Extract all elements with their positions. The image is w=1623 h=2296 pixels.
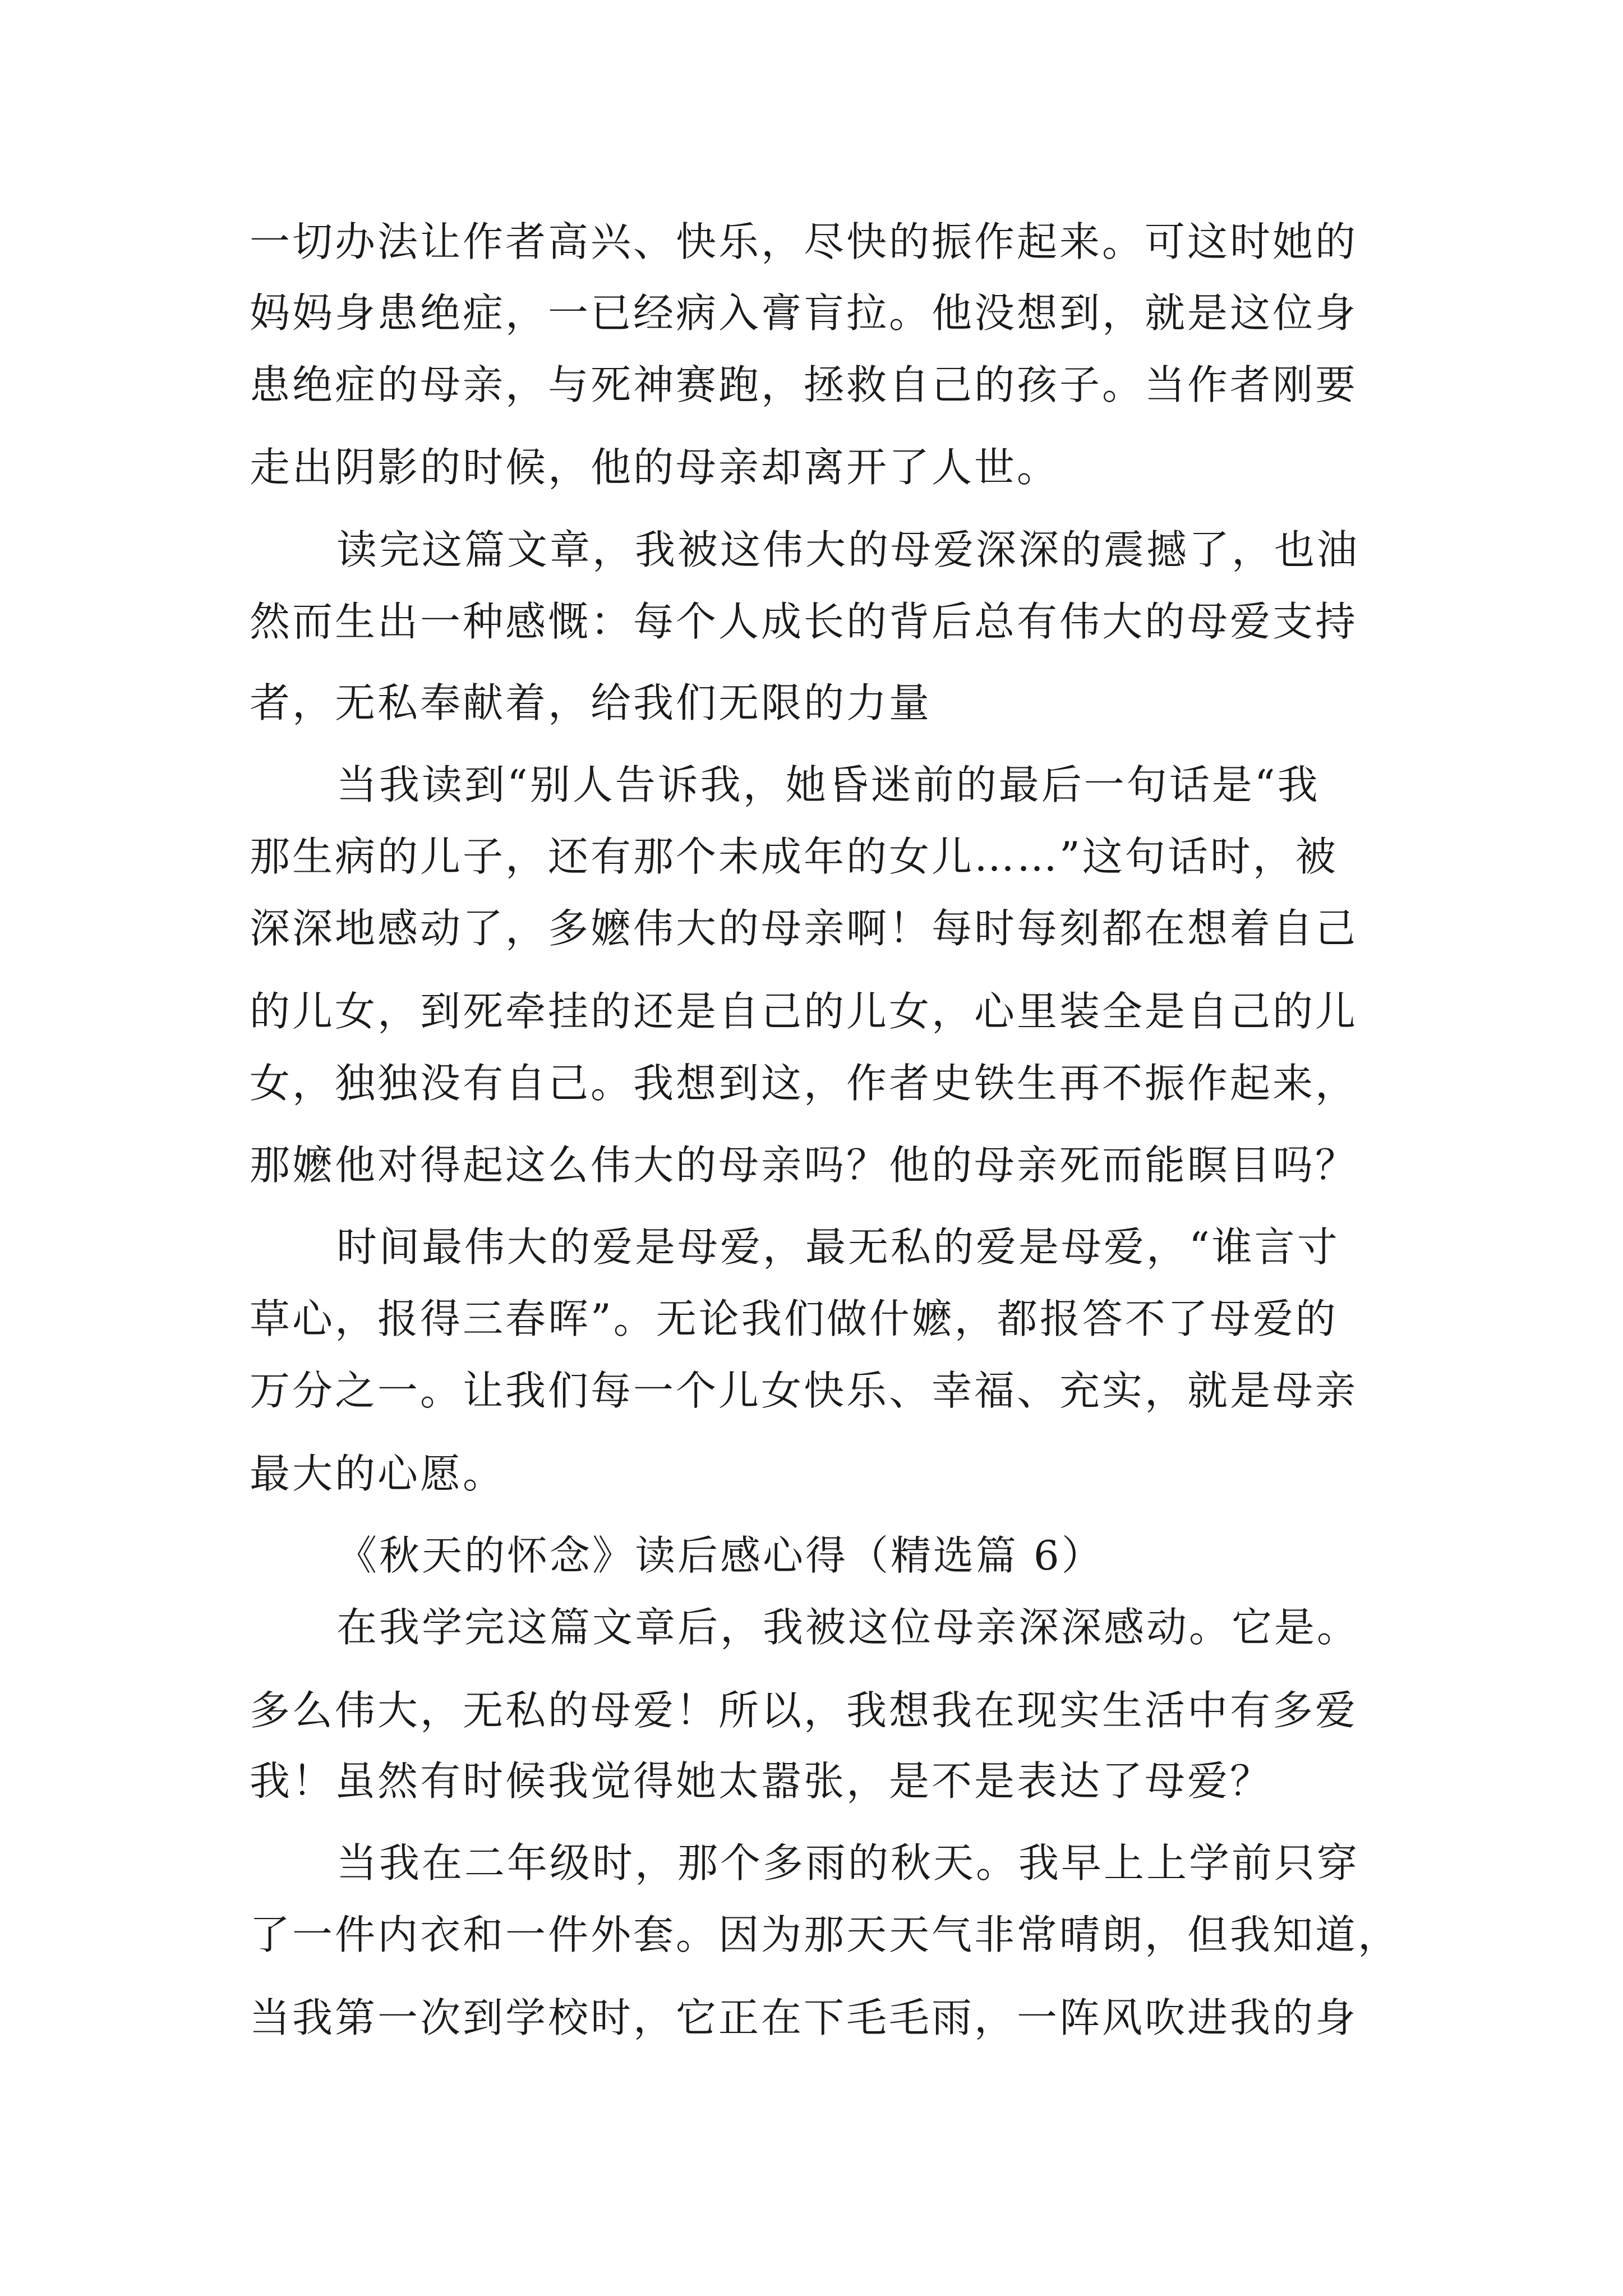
paragraph-line: 我！虽然有时候我觉得她太嚣张，是不是表达了母爱？ [250, 1757, 1273, 1805]
paragraph-line: 者，无私奉献着，给我们无限的力量 [250, 679, 932, 726]
paragraph-line: 万分之一。让我们每一个儿女快乐、幸福、充实，就是母亲 [250, 1367, 1358, 1414]
paragraph-line: 走出阴影的时候，他的母亲却离开了人世。 [250, 444, 1060, 491]
paragraph-line: 那嬷他对得起这么伟大的母亲吗？他的母亲死而能瞑目吗？ [250, 1142, 1358, 1189]
paragraph-line: 然而生出一种感慨：每个人成长的背后总有伟大的母爱支持 [250, 598, 1358, 645]
paragraph-line: 深深地感动了，多嬷伟大的母亲啊！每时每刻都在想着自己 [250, 905, 1358, 952]
paragraph-line: 多么伟大，无私的母爱！所以，我想我在现实生活中有多爱 [250, 1687, 1358, 1734]
paragraph-line: 女，独独没有自己。我想到这，作者史铁生再不振作起来， [250, 1060, 1358, 1107]
paragraph-line: 了一件内衣和一件外套。因为那天天气非常晴朗，但我知道， [250, 1911, 1401, 1958]
section-heading: 《秋天的怀念》读后感心得（精选篇 6） [336, 1532, 1104, 1579]
paragraph-line: 在我学完这篇文章后，我被这位母亲深深感动。它是。 [336, 1604, 1360, 1651]
paragraph-line: 当我读到“别人告诉我，她昏迷前的最后一句话是“我 [336, 761, 1320, 808]
paragraph-line: 最大的心愿。 [250, 1450, 506, 1497]
paragraph-line: 妈妈身患绝症，一已经病入膏肓拉。他没想到，就是这位身 [250, 289, 1358, 337]
paragraph-line: 读完这篇文章，我被这伟大的母爱深深的震撼了，也油 [336, 526, 1360, 573]
paragraph-line: 的儿女，到死牵挂的还是自己的儿女，心里装全是自己的儿 [250, 988, 1358, 1035]
paragraph-line: 一切办法让作者高兴、快乐，尽快的振作起来。可这时她的 [250, 218, 1358, 265]
paragraph-line: 当我在二年级时，那个多雨的秋天。我早上上学前只穿 [336, 1839, 1360, 1887]
paragraph-line: 草心，报得三春晖”。无论我们做什嬷，都报答不了母爱的 [250, 1295, 1338, 1342]
paragraph-line: 患绝症的母亲，与死神赛跑，拯救自己的孩子。当作者刚要 [250, 361, 1358, 408]
paragraph-line: 那生病的儿子，还有那个未成年的女儿……”这句话时，被 [250, 833, 1338, 880]
paragraph-line: 时间最伟大的爱是母爱，最无私的爱是母爱，“谁言寸 [336, 1223, 1340, 1271]
paragraph-line: 当我第一次到学校时，它正在下毛毛雨，一阵风吹进我的身 [250, 1994, 1358, 2041]
